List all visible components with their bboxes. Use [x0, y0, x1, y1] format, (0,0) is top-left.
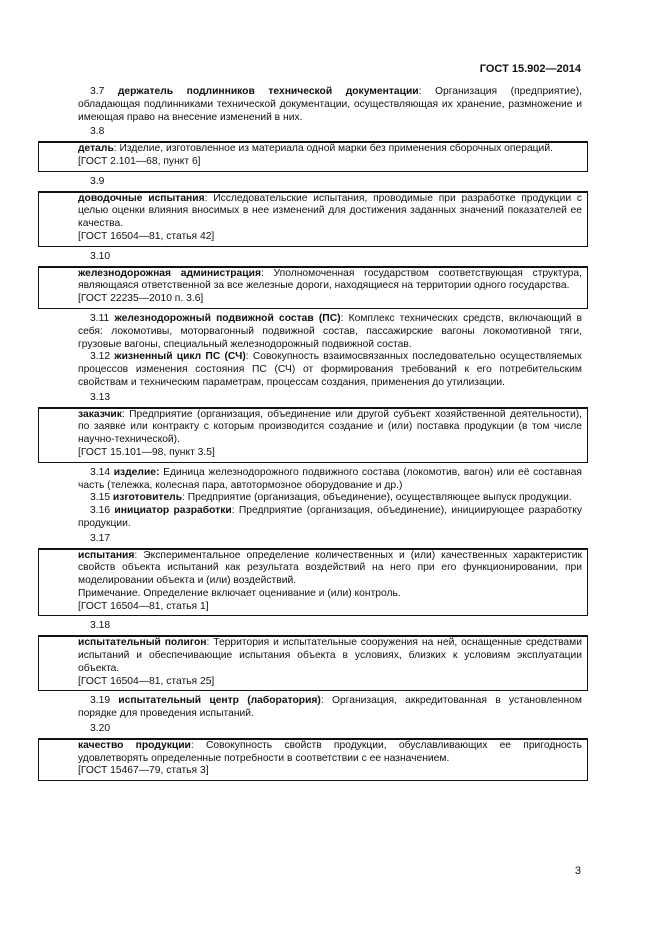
term-number: 3.16: [90, 505, 111, 517]
box-border-right: [587, 407, 588, 463]
term-reference: [ГОСТ 2.101—68, пункт 6]: [78, 155, 201, 167]
box-border-right: [587, 191, 588, 247]
term-title: качество продукции: [78, 739, 191, 751]
box-border-bottom: [38, 462, 588, 463]
term-reference: [ГОСТ 16504—81, статья 42]: [78, 230, 215, 242]
box-border-left: [38, 635, 39, 691]
term-number: 3.9: [90, 175, 105, 187]
box-border-left: [38, 266, 39, 309]
box-border-left: [38, 191, 39, 247]
term-title: испытательный полигон: [78, 637, 207, 649]
term-entry: [78, 86, 582, 124]
term-number: 3.13: [90, 391, 111, 403]
term-title: изделие:: [113, 466, 160, 478]
term-number: 3.14: [90, 466, 111, 478]
term-definition: : Предприятие (организация, объединение или другой субъект хозяйственной деятельности), по заявке или контракту с которым производится создание и (или) поставка продукции (в том числе научно-технической).: [78, 408, 582, 446]
term-definition: Единица железнодорожного подвижного состава (локомотив, вагон) или её составная часть (тележка, колесная пара, автотормозное оборудование и др.): [78, 466, 582, 491]
box-border-bottom: [38, 690, 588, 691]
term-definition: : Предприятие (организация, объединение), инициирующее разработку продукции.: [78, 505, 582, 529]
box-border-right: [587, 548, 588, 617]
term-number: 3.15: [90, 492, 111, 504]
term-title: держатель подлинников технической документации: [117, 86, 419, 97]
term-box: [78, 740, 582, 779]
box-border-bottom: [38, 171, 588, 172]
box-border-top: [38, 141, 588, 143]
box-border-left: [38, 407, 39, 463]
term-entry: [78, 409, 582, 447]
term-definition: : Экспериментальное определение количественных и (или) качественных характеристик свойств объекта испытаний как результата воздействий на него при его функционировании, при моделировании объекта и (или) воздействий.: [78, 549, 582, 587]
term-entry: [78, 695, 582, 721]
term-entry: [78, 467, 582, 493]
term-definition: : Комплекс технических средств, включающий в себя: локомотивы, моторвагонный подвижной состав, пассажирские вагоны локомотивной тяги, грузовые вагоны, специальный железнодорожный подвижной состав.: [78, 312, 582, 350]
term-title: железнодорожная администрация: [78, 267, 261, 279]
box-border-top: [38, 548, 588, 550]
box-border-top: [38, 738, 588, 740]
term-reference: [ГОСТ 15.101—98, пункт 3.5]: [78, 446, 215, 458]
term-definition: : Исследовательские испытания, проводимые при разработке продукции с целью оценки влияния вносимых в нее изменений для достижения заданных значений показателей ее качества.: [78, 192, 582, 230]
term-box: [78, 409, 582, 461]
box-border-top: [38, 191, 588, 193]
term-definition: : Территория и испытательные сооружения на ней, оснащенные средствами испытаний и обеспечивающие испытания объекта в условиях, близких к условиям эксплуатации объекта.: [78, 637, 582, 674]
term-number: 3.11: [90, 312, 110, 324]
term-number: 3.19: [90, 695, 111, 707]
term-entry: [78, 143, 582, 156]
term-reference: [ГОСТ 16504—81, статья 1]: [78, 600, 209, 612]
term-entry: [78, 505, 582, 531]
term-box: [78, 143, 582, 170]
term-title: жизненный цикл ПС (СЧ): [114, 351, 246, 363]
term-reference: [ГОСТ 22235—2010 п. 3.6]: [78, 293, 204, 305]
term-number: 3.7: [90, 86, 105, 97]
term-reference: [ГОСТ 16504—81, статья 25]: [78, 675, 215, 687]
term-entry: [78, 492, 582, 505]
term-definition: : Предприятие (организация, объединение), осуществляющее выпуск продукции.: [182, 492, 572, 504]
term-entry: [78, 268, 582, 294]
document-body: [78, 86, 582, 785]
term-number: 3.12: [90, 351, 111, 363]
term-definition: : Совокупность взаимосвязанных последовательно осуществляемых процессов изменения состояния ПС (СЧ) от формирования требований к его потребительским свойствам и техническим параметрам, процессам создания, применения до утилизации.: [78, 351, 582, 388]
box-border-right: [587, 141, 588, 172]
term-definition: : Совокупность свойств продукции, обуславливающих ее пригодность удовлетворять определенные потребности в соответствии с ее назначением.: [78, 739, 582, 764]
term-entry: [78, 637, 582, 675]
term-reference: [ГОСТ 15467—79, статья 3]: [78, 765, 209, 777]
box-border-top: [38, 635, 588, 637]
box-border-right: [587, 738, 588, 781]
box-border-bottom: [38, 780, 588, 781]
term-title: изготовитель: [112, 492, 183, 504]
term-box: [78, 550, 582, 615]
term-entry: [78, 313, 582, 351]
term-entry: [78, 740, 582, 766]
document-header: ГОСТ 15.902—2014: [479, 63, 581, 75]
box-border-top: [38, 407, 588, 409]
term-title: инициатор разработки: [114, 505, 232, 517]
term-number: 3.20: [90, 723, 111, 735]
term-box: [78, 193, 582, 245]
term-entry: [78, 550, 582, 588]
box-border-right: [587, 266, 588, 309]
term-title: испытания: [78, 549, 135, 561]
term-box: [78, 637, 582, 689]
box-border-top: [38, 266, 588, 268]
term-title: заказчик: [78, 408, 122, 420]
box-border-bottom: [38, 308, 588, 309]
term-number: 3.8: [90, 126, 105, 138]
page-number: 3: [574, 865, 581, 877]
term-definition: : Уполномоченная государством соответствующая структура, являющаяся ответственной за все железные дороги, находящиеся на территории одного государства.: [78, 267, 582, 292]
box-border-right: [587, 635, 588, 691]
term-box: [78, 268, 582, 307]
box-border-left: [38, 738, 39, 781]
term-number: 3.17: [90, 532, 111, 544]
term-title: деталь: [78, 143, 114, 155]
box-border-bottom: [38, 246, 588, 247]
term-definition: : Организация (предприятие), обладающая подлинниками технической документации, осуществляющая их хранение, размножение и имеющая право на внесение изменений в них.: [78, 86, 582, 123]
term-entry: [78, 193, 582, 231]
term-definition: : Организация, аккредитованная в установленном порядке для проведения испытаний.: [78, 695, 582, 720]
term-number: 3.10: [90, 250, 111, 262]
term-note: Примечание. Определение включает оценивание и (или) контроль.: [78, 587, 401, 599]
term-number: 3.18: [90, 620, 111, 632]
term-definition: : Изделие, изготовленное из материала одной марки без применения сборочных операций.: [113, 143, 553, 155]
box-border-left: [38, 141, 39, 172]
term-entry: [78, 351, 582, 389]
term-title: доводочные испытания: [78, 192, 205, 204]
term-title: железнодорожный подвижной состав (ПС): [114, 312, 341, 324]
term-title: испытательный центр (лаборатория): [118, 695, 321, 707]
box-border-left: [38, 548, 39, 617]
box-border-bottom: [38, 615, 588, 616]
